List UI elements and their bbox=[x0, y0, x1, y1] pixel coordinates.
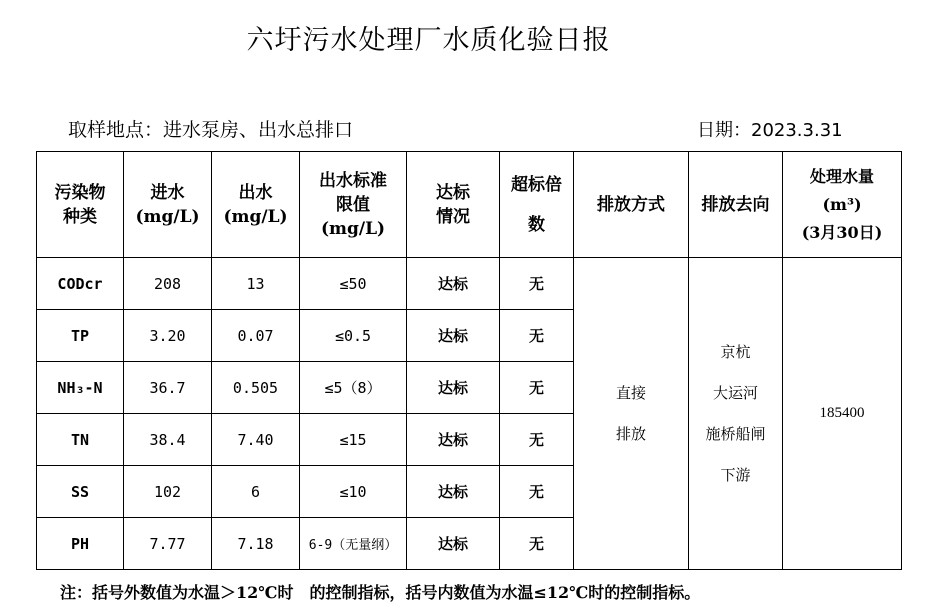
pollutant-name: PH bbox=[37, 518, 124, 570]
report-title: 六圩污水处理厂水质化验日报 bbox=[246, 25, 611, 56]
inflow-value: 3.20 bbox=[124, 310, 212, 362]
pollutant-name: TP bbox=[37, 310, 124, 362]
inflow-value: 102 bbox=[124, 466, 212, 518]
exceed-multiple: 无 bbox=[500, 466, 574, 518]
header-inflow: 进水 (mg/L) bbox=[124, 152, 212, 258]
pollutant-name: TN bbox=[37, 414, 124, 466]
header-volume: 处理水量 (m³) (3月30日) bbox=[783, 152, 902, 258]
header-outflow: 出水 (mg/L) bbox=[212, 152, 300, 258]
inflow-value: 36.7 bbox=[124, 362, 212, 414]
exceed-multiple: 无 bbox=[500, 414, 574, 466]
outflow-value: 0.505 bbox=[212, 362, 300, 414]
limit-value: 6-9（无量纲） bbox=[300, 518, 407, 570]
table-row bbox=[37, 258, 902, 310]
pollutant-name: NH₃-N bbox=[37, 362, 124, 414]
sampling-location: 取样地点：进水泵房、出水总排口 bbox=[68, 119, 354, 141]
header-discharge-method: 排放方式 bbox=[574, 152, 689, 258]
header-compliance: 达标 情况 bbox=[407, 152, 500, 258]
compliance-status: 达标 bbox=[407, 518, 500, 570]
limit-value: ≤5（8） bbox=[300, 362, 407, 414]
limit-value: ≤15 bbox=[300, 414, 407, 466]
exceed-multiple: 无 bbox=[500, 258, 574, 310]
compliance-status: 达标 bbox=[407, 362, 500, 414]
report-date: 日期：2023.3.31 bbox=[697, 120, 843, 141]
treated-volume: 185400 bbox=[783, 258, 902, 570]
exceed-multiple: 无 bbox=[500, 518, 574, 570]
compliance-status: 达标 bbox=[407, 414, 500, 466]
compliance-status: 达标 bbox=[407, 310, 500, 362]
limit-value: ≤50 bbox=[300, 258, 407, 310]
footnote: 注：括号外数值为水温＞12℃时 的控制指标，括号内数值为水温≤12℃时的控制指标。 bbox=[60, 583, 701, 602]
pollutant-name: CODcr bbox=[37, 258, 124, 310]
header-pollutant: 污染物 种类 bbox=[37, 152, 124, 258]
outflow-value: 7.40 bbox=[212, 414, 300, 466]
pollutant-name: SS bbox=[37, 466, 124, 518]
water-quality-table bbox=[36, 151, 902, 570]
limit-value: ≤10 bbox=[300, 466, 407, 518]
inflow-value: 38.4 bbox=[124, 414, 212, 466]
outflow-value: 7.18 bbox=[212, 518, 300, 570]
exceed-multiple: 无 bbox=[500, 362, 574, 414]
header-exceed: 超标倍 数 bbox=[500, 152, 574, 258]
compliance-status: 达标 bbox=[407, 466, 500, 518]
compliance-status: 达标 bbox=[407, 258, 500, 310]
limit-value: ≤0.5 bbox=[300, 310, 407, 362]
discharge-method: 直接 排放 bbox=[574, 258, 689, 570]
inflow-value: 7.77 bbox=[124, 518, 212, 570]
discharge-destination: 京杭 大运河 施桥船闸 下游 bbox=[689, 258, 783, 570]
header-limit: 出水标准 限值 (mg/L) bbox=[300, 152, 407, 258]
inflow-value: 208 bbox=[124, 258, 212, 310]
outflow-value: 0.07 bbox=[212, 310, 300, 362]
outflow-value: 13 bbox=[212, 258, 300, 310]
outflow-value: 6 bbox=[212, 466, 300, 518]
header-discharge-dest: 排放去向 bbox=[689, 152, 783, 258]
exceed-multiple: 无 bbox=[500, 310, 574, 362]
header-row bbox=[37, 152, 902, 258]
